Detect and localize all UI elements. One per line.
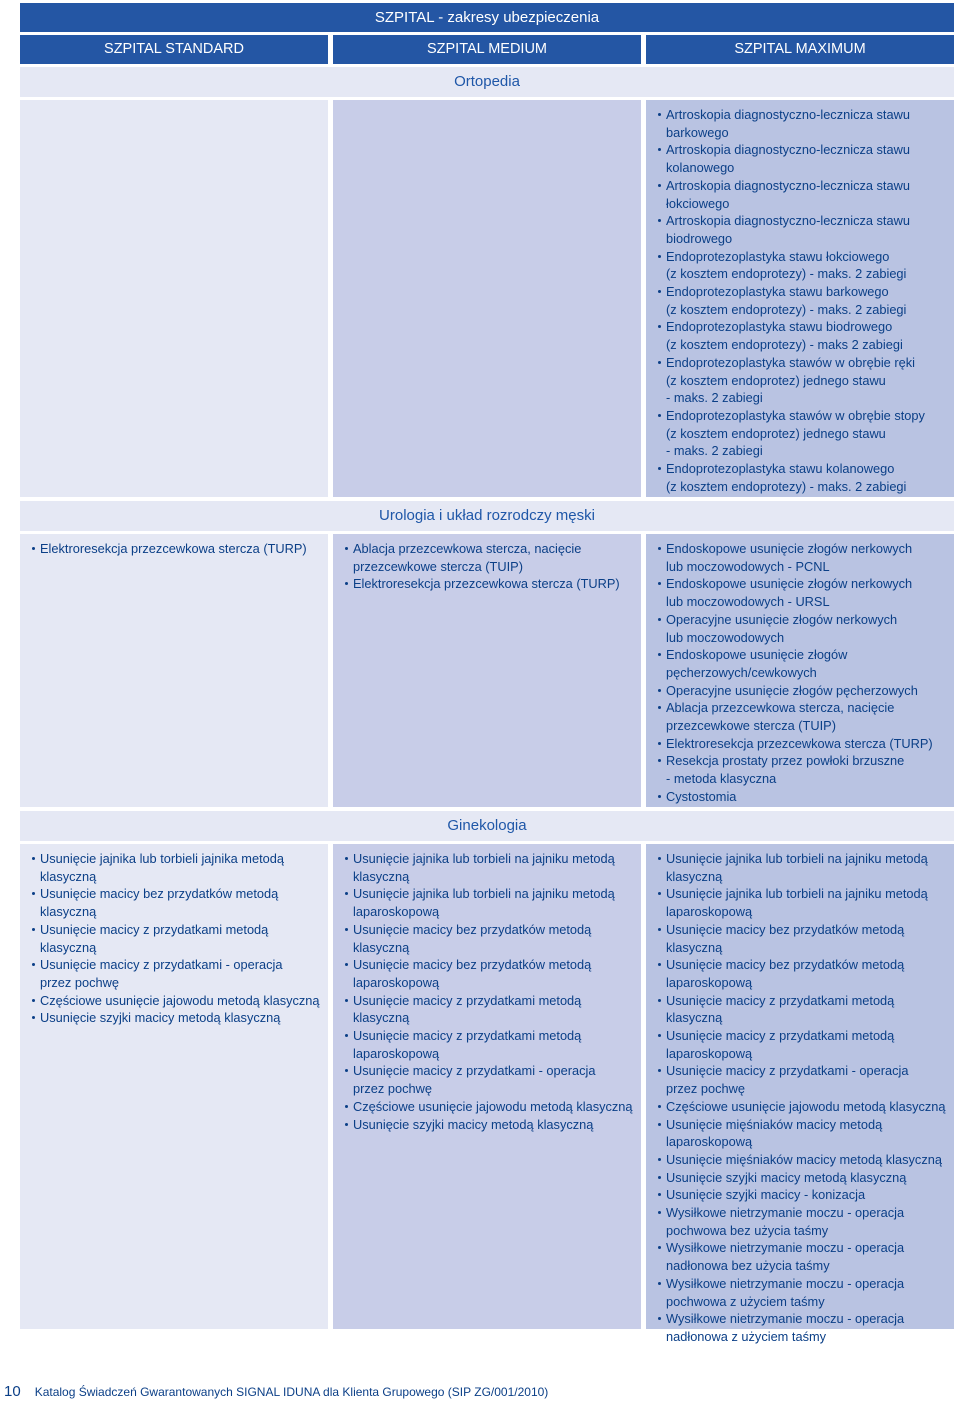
procedure-item: Usunięcie macicy z przydatkami - operacja przez pochwę bbox=[345, 1062, 633, 1097]
procedure-item: Artroskopia diagnostyczno-lecznicza stawu łokciowego bbox=[658, 177, 946, 212]
urologia-medium-cell bbox=[333, 534, 641, 807]
procedure-item: Usunięcie szyjki macicy metodą klasyczną bbox=[32, 1009, 320, 1027]
page-number: 10 bbox=[4, 1383, 21, 1400]
procedure-item: Usunięcie macicy z przydatkami metodą klasyczną bbox=[32, 921, 320, 956]
footer bbox=[4, 1383, 548, 1400]
section-heading-ginekologia: Ginekologia bbox=[20, 811, 954, 841]
procedure-item: Usunięcie macicy bez przydatków metodą laparoskopową bbox=[658, 956, 946, 991]
procedure-item: Endoskopowe usunięcie złogów nerkowych lub moczowodowych - URSL bbox=[658, 575, 946, 610]
procedure-item: Endoskopowe usunięcie złogów nerkowych lub moczowodowych - PCNL bbox=[658, 540, 946, 575]
procedure-item: Usunięcie szyjki macicy metodą klasyczną bbox=[345, 1116, 633, 1134]
procedure-item: Endoprotezoplastyka stawów w obrębie ręki (z kosztem endoprotez) jednego stawu - maks. 2 zabiegi bbox=[658, 354, 946, 407]
ginekologia-maximum-cell bbox=[646, 844, 954, 1344]
column-header-medium: SZPITAL MEDIUM bbox=[333, 35, 641, 64]
procedure-item: Resekcja prostaty przez powłoki brzuszne - metoda klasyczna bbox=[658, 752, 946, 787]
procedure-item: Usunięcie macicy bez przydatków metodą klasyczną bbox=[658, 921, 946, 956]
procedure-item: Endoprotezoplastyka stawów w obrębie stopy (z kosztem endoprotez) jednego stawu - maks. 2 zabiegi bbox=[658, 407, 946, 460]
urologia-maximum-cell bbox=[646, 534, 954, 807]
procedure-item: Usunięcie jajnika lub torbieli na jajniku metodą klasyczną bbox=[345, 850, 633, 885]
procedure-item: Usunięcie macicy z przydatkami - operacja przez pochwę bbox=[658, 1062, 946, 1097]
procedure-item: Artroskopia diagnostyczno-lecznicza stawu barkowego bbox=[658, 106, 946, 141]
procedure-item: Usunięcie jajnika lub torbieli na jajniku metodą klasyczną bbox=[658, 850, 946, 885]
procedure-item: Częściowe usunięcie jajowodu metodą klasyczną bbox=[32, 992, 320, 1010]
procedure-item: Operacyjne usunięcie złogów pęcherzowych bbox=[658, 682, 946, 700]
ortopedia-medium-cell bbox=[333, 100, 641, 497]
procedure-item: Usunięcie szyjki macicy metodą klasyczną bbox=[658, 1169, 946, 1187]
procedure-item: Endoprotezoplastyka stawu biodrowego (z kosztem endoprotezy) - maks 2 zabiegi bbox=[658, 318, 946, 353]
column-header-maximum: SZPITAL MAXIMUM bbox=[646, 35, 954, 64]
page-title: SZPITAL - zakresy ubezpieczenia bbox=[20, 3, 954, 32]
procedure-item: Częściowe usunięcie jajowodu metodą klasyczną bbox=[658, 1098, 946, 1116]
procedure-item: Usunięcie macicy bez przydatków metodą klasyczną bbox=[345, 921, 633, 956]
procedure-item: Elektroresekcja przezcewkowa stercza (TURP) bbox=[658, 735, 946, 753]
procedure-item: Elektroresekcja przezcewkowa stercza (TURP) bbox=[32, 540, 320, 558]
procedure-item: Artroskopia diagnostyczno-lecznicza stawu kolanowego bbox=[658, 141, 946, 176]
procedure-item: Usunięcie macicy z przydatkami metodą laparoskopową bbox=[345, 1027, 633, 1062]
procedure-item: Wysiłkowe nietrzymanie moczu - operacja nadłonowa z użyciem taśmy bbox=[658, 1310, 946, 1345]
procedure-item: Usunięcie szyjki macicy - konizacja bbox=[658, 1186, 946, 1204]
procedure-item: Wysiłkowe nietrzymanie moczu - operacja nadłonowa bez użycia taśmy bbox=[658, 1239, 946, 1274]
footer-text: Katalog Świadczeń Gwarantowanych SIGNAL IDUNA dla Klienta Grupowego (SIP ZG/001/2010) bbox=[34, 1385, 549, 1399]
column-header-standard: SZPITAL STANDARD bbox=[20, 35, 328, 64]
section-heading-ortopedia: Ortopedia bbox=[20, 67, 954, 97]
procedure-item: Endoskopowe usunięcie złogów pęcherzowych/cewkowych bbox=[658, 646, 946, 681]
procedure-item: Usunięcie macicy bez przydatków metodą laparoskopową bbox=[345, 956, 633, 991]
ortopedia-standard-cell bbox=[20, 100, 328, 497]
ginekologia-standard-cell bbox=[20, 844, 328, 1329]
procedure-item: Usunięcie macicy bez przydatków metodą klasyczną bbox=[32, 885, 320, 920]
procedure-item: Endoprotezoplastyka stawu barkowego (z kosztem endoprotezy) - maks. 2 zabiegi bbox=[658, 283, 946, 318]
procedure-item: Usunięcie jajnika lub torbieli jajnika metodą klasyczną bbox=[32, 850, 320, 885]
section-heading-urologia: Urologia i układ rozrodczy męski bbox=[20, 501, 954, 531]
procedure-item: Wysiłkowe nietrzymanie moczu - operacja pochwowa bez użycia taśmy bbox=[658, 1204, 946, 1239]
procedure-item: Usunięcie macicy z przydatkami - operacja przez pochwę bbox=[32, 956, 320, 991]
procedure-item: Endoprotezoplastyka stawu kolanowego (z kosztem endoprotezy) - maks. 2 zabiegi bbox=[658, 460, 946, 495]
urologia-standard-cell bbox=[20, 534, 328, 807]
ortopedia-maximum-cell bbox=[646, 100, 954, 497]
procedure-item: Endoprotezoplastyka stawu łokciowego (z kosztem endoprotezy) - maks. 2 zabiegi bbox=[658, 248, 946, 283]
procedure-item: Wysiłkowe nietrzymanie moczu - operacja pochwowa z użyciem taśmy bbox=[658, 1275, 946, 1310]
procedure-item: Usunięcie jajnika lub torbieli na jajniku metodą laparoskopową bbox=[345, 885, 633, 920]
ginekologia-medium-cell bbox=[333, 844, 641, 1329]
procedure-item: Usunięcie mięśniaków macicy metodą klasyczną bbox=[658, 1151, 946, 1169]
procedure-item: Cystostomia bbox=[658, 788, 946, 806]
procedure-item: Artroskopia diagnostyczno-lecznicza stawu biodrowego bbox=[658, 212, 946, 247]
procedure-item: Ablacja przezcewkowa stercza, nacięcie przezcewkowe stercza (TUIP) bbox=[345, 540, 633, 575]
procedure-item: Usunięcie macicy z przydatkami metodą klasyczną bbox=[658, 992, 946, 1027]
procedure-item: Usunięcie mięśniaków macicy metodą laparoskopową bbox=[658, 1116, 946, 1151]
procedure-item: Częściowe usunięcie jajowodu metodą klasyczną bbox=[345, 1098, 633, 1116]
procedure-item: Ablacja przezcewkowa stercza, nacięcie przezcewkowe stercza (TUIP) bbox=[658, 699, 946, 734]
procedure-item: Elektroresekcja przezcewkowa stercza (TURP) bbox=[345, 575, 633, 593]
procedure-item: Usunięcie macicy z przydatkami metodą klasyczną bbox=[345, 992, 633, 1027]
procedure-item: Usunięcie jajnika lub torbieli na jajniku metodą laparoskopową bbox=[658, 885, 946, 920]
procedure-item: Operacyjne usunięcie złogów nerkowych lub moczowodowych bbox=[658, 611, 946, 646]
procedure-item: Usunięcie macicy z przydatkami metodą laparoskopową bbox=[658, 1027, 946, 1062]
